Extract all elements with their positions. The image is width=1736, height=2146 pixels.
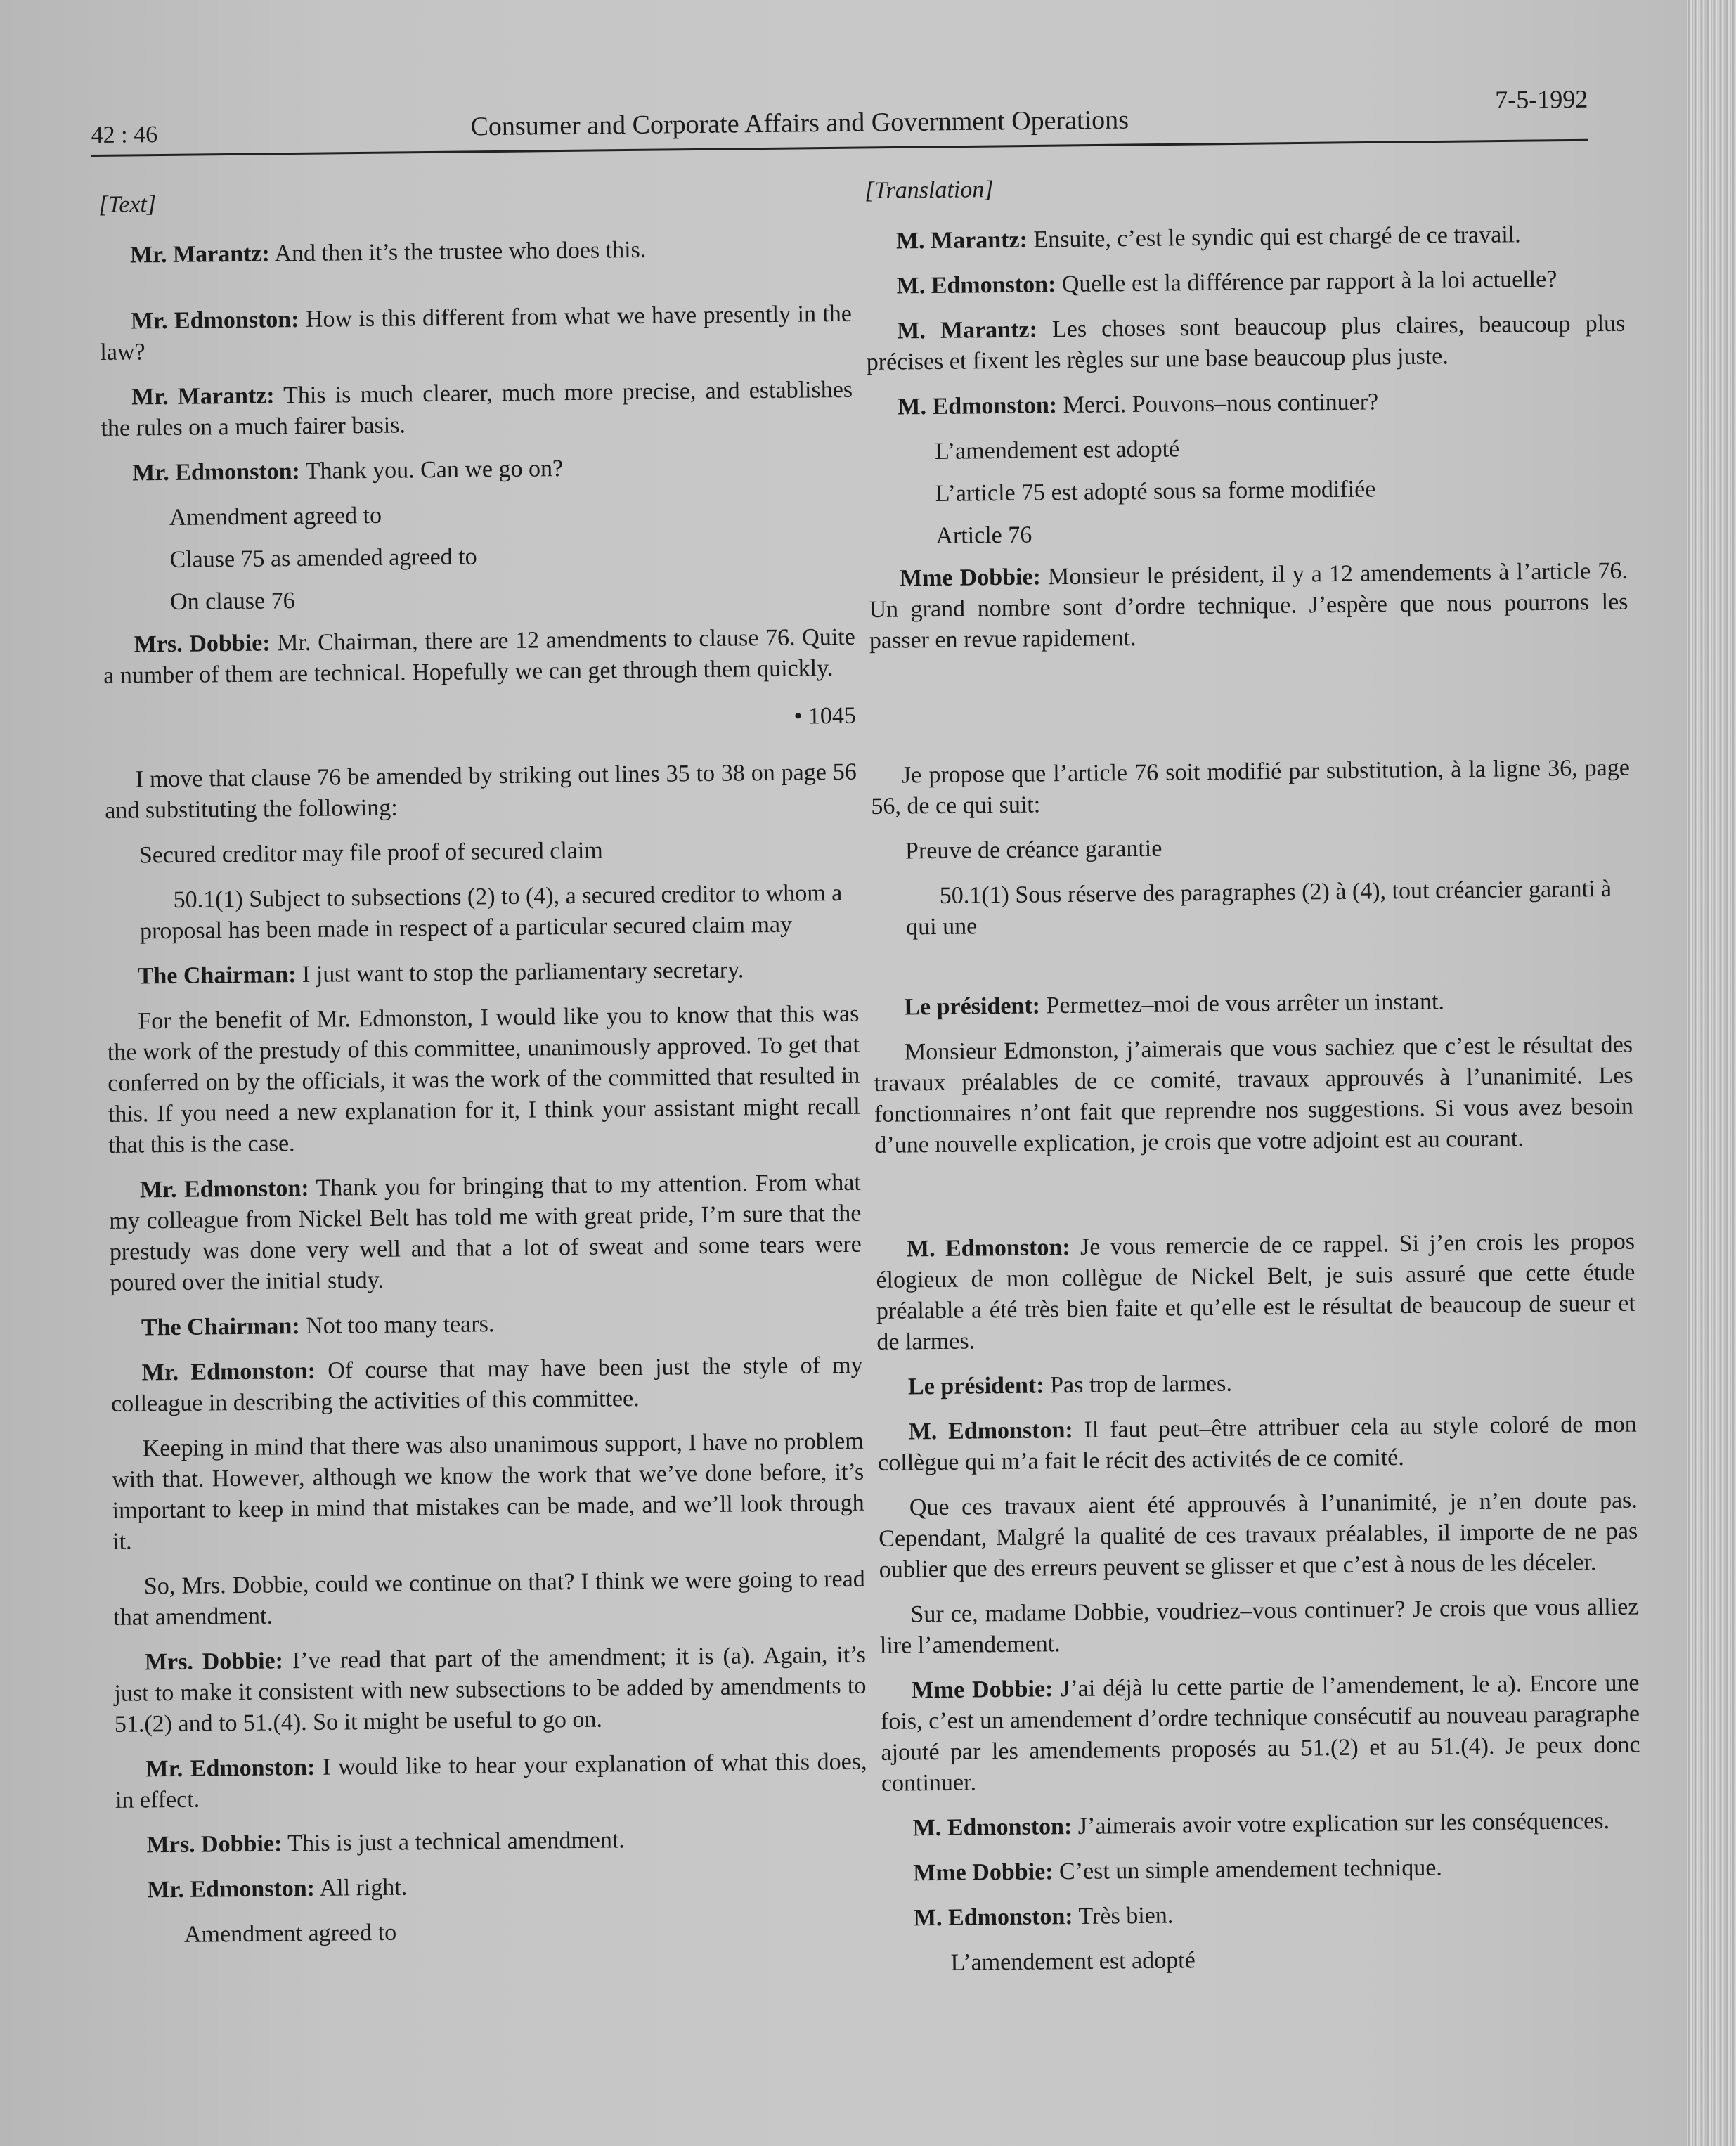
speech-paragraph	[116, 1868, 868, 1906]
speaker-name: M. Edmonston:	[913, 1903, 1073, 1932]
column-label: [Text]	[98, 191, 157, 218]
speech-text: Je vous remercie de ce rappel. Si j’en crois les propos élogieux de mon collègue de Nickel Belt, je suis assuré que cette étude préalable a été très bien faite et qu’elle est le résultat de beaucoup de sueur et de larmes.	[876, 1228, 1636, 1355]
speech-paragraph	[879, 1592, 1639, 1662]
speech-text: Pas trop de larmes.	[1049, 1370, 1233, 1399]
speech-paragraph	[107, 999, 860, 1161]
speech-text: So, Mrs. Dobbie, could we continue on that? I think we were going to read that amendment.	[113, 1565, 865, 1631]
speech-text: Of course that may have been just the style of my colleague in describing the activities of this committee.	[110, 1352, 863, 1417]
speech-paragraph	[112, 1426, 865, 1558]
speech-paragraph	[115, 1747, 867, 1816]
speech-paragraph	[109, 1168, 862, 1299]
speech-text: Thank you for bringing that to my attention. From what my colleague from Nickel Belt has told me with great pride, I’m sure that the prestudy was done very well and that a lot of sweat and some tears were poured over the initial study.	[109, 1169, 862, 1296]
speaker-name: Mr. Edmonston:	[141, 1357, 316, 1386]
procedural-note: On clause 76	[169, 588, 295, 615]
speech-paragraph	[100, 299, 853, 368]
speaker-name: Mrs. Dobbie:	[146, 1830, 283, 1859]
speaker-name: Mr. Marantz:	[131, 382, 275, 411]
speaker-name: Mr. Edmonston:	[130, 306, 299, 335]
page-number: 42 : 46	[91, 122, 158, 149]
speech-paragraph	[874, 1030, 1634, 1161]
speech-paragraph	[110, 1350, 863, 1420]
procedural-note: Clause 75 as amended agreed to	[169, 543, 477, 573]
speech-text: Ensuite, c’est le syndic qui est chargé de ce travail.	[1033, 221, 1521, 253]
speech-paragraph	[105, 757, 857, 827]
speech-text: I just want to stop the parliamentary secretary.	[302, 957, 744, 988]
french-column	[864, 168, 1643, 1991]
speech-paragraph	[877, 1364, 1636, 1403]
speech-paragraph	[883, 1896, 1642, 1934]
speech-paragraph	[110, 1305, 862, 1344]
speech-paragraph	[869, 556, 1628, 657]
running-title: Consumer and Corporate Affairs and Government Operations	[470, 105, 1129, 142]
speaker-name: M. Marantz:	[897, 316, 1038, 344]
speech-text: I would like to hear your explanation of what this does, in effect.	[115, 1748, 867, 1814]
speech-text: Keeping in mind that there was also unanimous support, I have no problem with that. However, although we know the work that we’ve done before, it’s important to keep in mind that mistakes can be made, and we’ll look through it.	[112, 1428, 864, 1555]
speech-paragraph	[865, 264, 1624, 302]
speaker-name: Mme Dobbie:	[911, 1676, 1054, 1704]
speech-text: Il faut peut–être attribuer cela au style coloré de mon collègue qui m’a fait le récit des activités de ce comité.	[877, 1411, 1637, 1476]
speech-paragraph	[877, 1409, 1637, 1479]
speech-paragraph	[880, 1668, 1640, 1799]
speaker-name: The Chairman:	[137, 962, 297, 990]
amendment-heading: Preuve de créance garantie	[905, 835, 1162, 865]
procedural-note: Article 76	[935, 522, 1032, 549]
speech-text: All right.	[319, 1874, 408, 1901]
speech-text: And then it’s the trustee who does this.	[274, 236, 647, 267]
speech-paragraph	[876, 1227, 1636, 1358]
speech-text: I move that clause 76 be amended by striking out lines 35 to 38 on page 56 and substituting the following:	[105, 758, 857, 824]
speech-text: C’est un simple amendement technique.	[1058, 1854, 1442, 1885]
speech-text: Mr. Chairman, there are 12 amendments to clause 76. Quite a number of them are technical. Hopefully we can get through them quickly.	[103, 623, 855, 689]
procedural-note: Amendment agreed to	[183, 1919, 397, 1948]
speaker-name: M. Edmonston:	[906, 1234, 1070, 1262]
speech-paragraph	[103, 622, 856, 692]
speaker-name: Mrs. Dobbie:	[134, 630, 271, 658]
speech-text: Que ces travaux aient été approuvés à l’unanimité, je n’en doute pas. Cependant, Malgré la qualité de ces travaux préalables, il importe de ne pas oublier que des erreurs peuvent se glisser et que c’est à nous de les déceler.	[879, 1487, 1638, 1583]
speaker-name: Mrs. Dobbie:	[144, 1648, 284, 1676]
procedural-note: L’article 75 est adopté sous sa forme modifiée	[935, 476, 1376, 507]
speech-text: Merci. Pouvons–nous continuer?	[1063, 389, 1379, 419]
column-label: [Translation]	[864, 176, 994, 204]
speech-text: Thank you. Can we go on?	[305, 455, 564, 484]
speaker-name: Mme Dobbie:	[899, 564, 1042, 592]
speech-paragraph	[115, 1823, 867, 1861]
speech-text: This is just a technical amendment.	[287, 1827, 626, 1857]
procedural-note: L’amendement est adopté	[934, 436, 1180, 465]
speech-paragraph	[866, 309, 1626, 378]
speaker-name: M. Edmonston:	[912, 1814, 1073, 1842]
speech-paragraph	[881, 1806, 1640, 1844]
procedural-note: Amendment agreed to	[169, 502, 382, 531]
english-column	[98, 182, 869, 1963]
speech-paragraph	[879, 1485, 1638, 1586]
speaker-name: M. Edmonston:	[908, 1416, 1073, 1445]
page-header	[91, 62, 1588, 157]
speech-paragraph	[114, 1640, 867, 1740]
speech-paragraph	[882, 1851, 1641, 1889]
speaker-name: Mr. Edmonston:	[147, 1875, 316, 1903]
speech-paragraph	[101, 375, 853, 444]
speaker-name: M. Edmonston:	[896, 271, 1056, 299]
speaker-name: Mr. Marantz:	[129, 240, 271, 269]
speech-text: Monsieur Edmonston, j’aimerais que vous sachiez que c’est le résultat des travaux préalables de ce comité, travaux approuvés à l’unanimité. Les fonctionnaires n’ont fait que reprendre nos suggestions. Si vous avez besoin d’une nouvelle explication, je crois que votre adjoint est au courant.	[874, 1031, 1634, 1158]
speech-paragraph	[865, 219, 1624, 257]
speech-text: Sur ce, madame Dobbie, voudriez–vous continuer? Je crois que vous alliez lire l’amendement.	[879, 1594, 1639, 1659]
speaker-name: Mr. Edmonston:	[139, 1175, 309, 1203]
speech-text: J’aimerais avoir votre explication sur les conséquences.	[1077, 1808, 1610, 1840]
amendment-heading: Secured creditor may file proof of secured claim	[138, 837, 603, 869]
speech-text: Monsieur le président, il y a 12 amendements à l’article 76. Un grand nombre sont d’ordre technique. J’espère que nous pourrons les passer en revue rapidement.	[869, 557, 1628, 654]
speech-text: Je propose que l’article 76 soit modifié par substitution, à la ligne 36, page 56, de ce qui suit:	[871, 754, 1631, 820]
speaker-name: Le président:	[904, 993, 1041, 1021]
speech-text: How is this different from what we have presently in the law?	[100, 300, 853, 366]
amendment-text: 50.1(1) Sous réserve des paragraphes (2) à (4), tout créancier garanti à qui une	[906, 875, 1612, 941]
speech-text: Not too many tears.	[305, 1311, 495, 1339]
speech-paragraph	[867, 384, 1626, 423]
speaker-name: M. Edmonston:	[898, 392, 1058, 420]
timestamp-marker: • 1045	[793, 702, 857, 730]
procedural-note: L’amendement est adopté	[950, 1947, 1196, 1976]
speaker-name: Mr. Edmonston:	[132, 458, 301, 486]
page-stack-edge	[1687, 0, 1736, 2146]
header-date: 7-5-1992	[1495, 84, 1588, 115]
amendment-text: 50.1(1) Subject to subsections (2) to (4), a secured creditor to whom a proposal has been made in respect of a particular secured claim may	[139, 879, 843, 945]
speech-text: Quelle est la différence par rapport à la loi actuelle?	[1061, 266, 1557, 298]
speech-paragraph	[99, 233, 851, 271]
speech-text: This is much clearer, much more precise, and establishes the rules on a much fairer basis.	[101, 376, 853, 441]
speech-text: I’ve read that part of the amendment; it is (a). Again, it’s just to make it consistent with new subsections to be added by amendments to 51.(2) and to 51.(4). So it might be useful to go on.	[114, 1641, 867, 1738]
speech-text: Les choses sont beaucoup plus claires, beaucoup plus précises et fixent les règles sur une base beaucoup plus juste.	[866, 310, 1626, 375]
speaker-name: M. Marantz:	[895, 226, 1028, 254]
speaker-name: The Chairman:	[141, 1313, 300, 1341]
speech-text: For the benefit of Mr. Edmonston, I would like you to know that this was the work of the prestudy of this committee, unanimously approved. To get that conferred on by the officials, it was the work of the committed that resulted in this. If you need a new explanation for it, I think your assistant might recall that this is the case.	[107, 1000, 860, 1158]
speaker-name: Le président:	[907, 1372, 1044, 1400]
speech-paragraph	[113, 1564, 866, 1634]
speaker-name: Mme Dobbie:	[913, 1859, 1054, 1887]
speaker-name: Mr. Edmonston:	[145, 1754, 316, 1783]
speech-paragraph	[106, 954, 858, 993]
speech-text: J’ai déjà lu cette partie de l’amendement, le a). Encore une fois, c’est un amendement d’ordre technique consécutif au nouveau paragraphe ajouté par les amendements proposés au 51.(2) et au 51.(4). Je peux donc continuer.	[880, 1669, 1640, 1797]
speech-paragraph	[871, 753, 1631, 822]
speech-text: Très bien.	[1078, 1902, 1174, 1930]
speech-text: Permettez–moi de vous arrêter un instant.	[1046, 988, 1445, 1019]
speech-paragraph	[101, 451, 853, 489]
